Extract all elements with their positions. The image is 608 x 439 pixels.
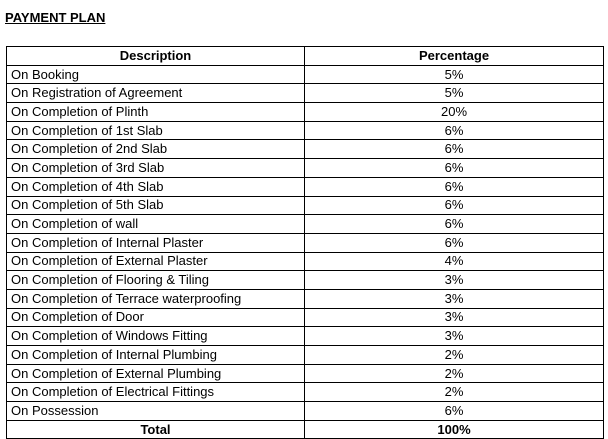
row-description: On Completion of External Plumbing — [7, 364, 305, 383]
row-percentage: 2% — [305, 364, 604, 383]
row-description: On Completion of wall — [7, 215, 305, 234]
table-row — [7, 65, 604, 84]
row-percentage: 3% — [305, 327, 604, 346]
table-row — [7, 159, 604, 178]
row-percentage: 6% — [305, 402, 604, 421]
table-row — [7, 177, 604, 196]
table-row — [7, 346, 604, 365]
row-percentage: 6% — [305, 233, 604, 252]
row-description: On Completion of Electrical Fittings — [7, 383, 305, 402]
row-percentage: 6% — [305, 215, 604, 234]
total-percentage: 100% — [305, 420, 604, 439]
row-percentage: 5% — [305, 84, 604, 103]
row-percentage: 3% — [305, 271, 604, 290]
row-description: On Completion of Terrace waterproofing — [7, 289, 305, 308]
row-description: On Completion of 2nd Slab — [7, 140, 305, 159]
table-row — [7, 252, 604, 271]
row-percentage: 5% — [305, 65, 604, 84]
row-description: On Completion of Flooring & Tiling — [7, 271, 305, 290]
row-percentage: 6% — [305, 140, 604, 159]
total-row — [7, 420, 604, 439]
table-row — [7, 121, 604, 140]
table-header-row — [7, 47, 604, 66]
row-description: On Completion of External Plaster — [7, 252, 305, 271]
table-row — [7, 327, 604, 346]
table-body — [7, 65, 604, 439]
table-row — [7, 84, 604, 103]
row-percentage: 2% — [305, 346, 604, 365]
table-row — [7, 289, 604, 308]
table-row — [7, 233, 604, 252]
row-percentage: 6% — [305, 121, 604, 140]
table-row — [7, 364, 604, 383]
table-row — [7, 402, 604, 421]
total-label: Total — [7, 420, 305, 439]
row-percentage: 6% — [305, 177, 604, 196]
table-row — [7, 140, 604, 159]
row-description: On Registration of Agreement — [7, 84, 305, 103]
row-percentage: 20% — [305, 103, 604, 122]
row-percentage: 6% — [305, 196, 604, 215]
page-title: PAYMENT PLAN — [5, 10, 106, 25]
row-percentage: 3% — [305, 308, 604, 327]
table-row — [7, 196, 604, 215]
header-percentage: Percentage — [305, 47, 604, 66]
row-percentage: 2% — [305, 383, 604, 402]
row-percentage: 3% — [305, 289, 604, 308]
row-description: On Booking — [7, 65, 305, 84]
header-description: Description — [7, 47, 305, 66]
row-description: On Completion of Internal Plaster — [7, 233, 305, 252]
row-description: On Completion of 1st Slab — [7, 121, 305, 140]
row-percentage: 6% — [305, 159, 604, 178]
row-description: On Completion of 5th Slab — [7, 196, 305, 215]
row-percentage: 4% — [305, 252, 604, 271]
table-row — [7, 308, 604, 327]
table-row — [7, 271, 604, 290]
table-row — [7, 215, 604, 234]
row-description: On Completion of Door — [7, 308, 305, 327]
table-row — [7, 103, 604, 122]
row-description: On Completion of Windows Fitting — [7, 327, 305, 346]
row-description: On Completion of 3rd Slab — [7, 159, 305, 178]
row-description: On Completion of 4th Slab — [7, 177, 305, 196]
row-description: On Possession — [7, 402, 305, 421]
row-description: On Completion of Internal Plumbing — [7, 346, 305, 365]
payment-plan-table — [6, 46, 604, 439]
table-row — [7, 383, 604, 402]
row-description: On Completion of Plinth — [7, 103, 305, 122]
